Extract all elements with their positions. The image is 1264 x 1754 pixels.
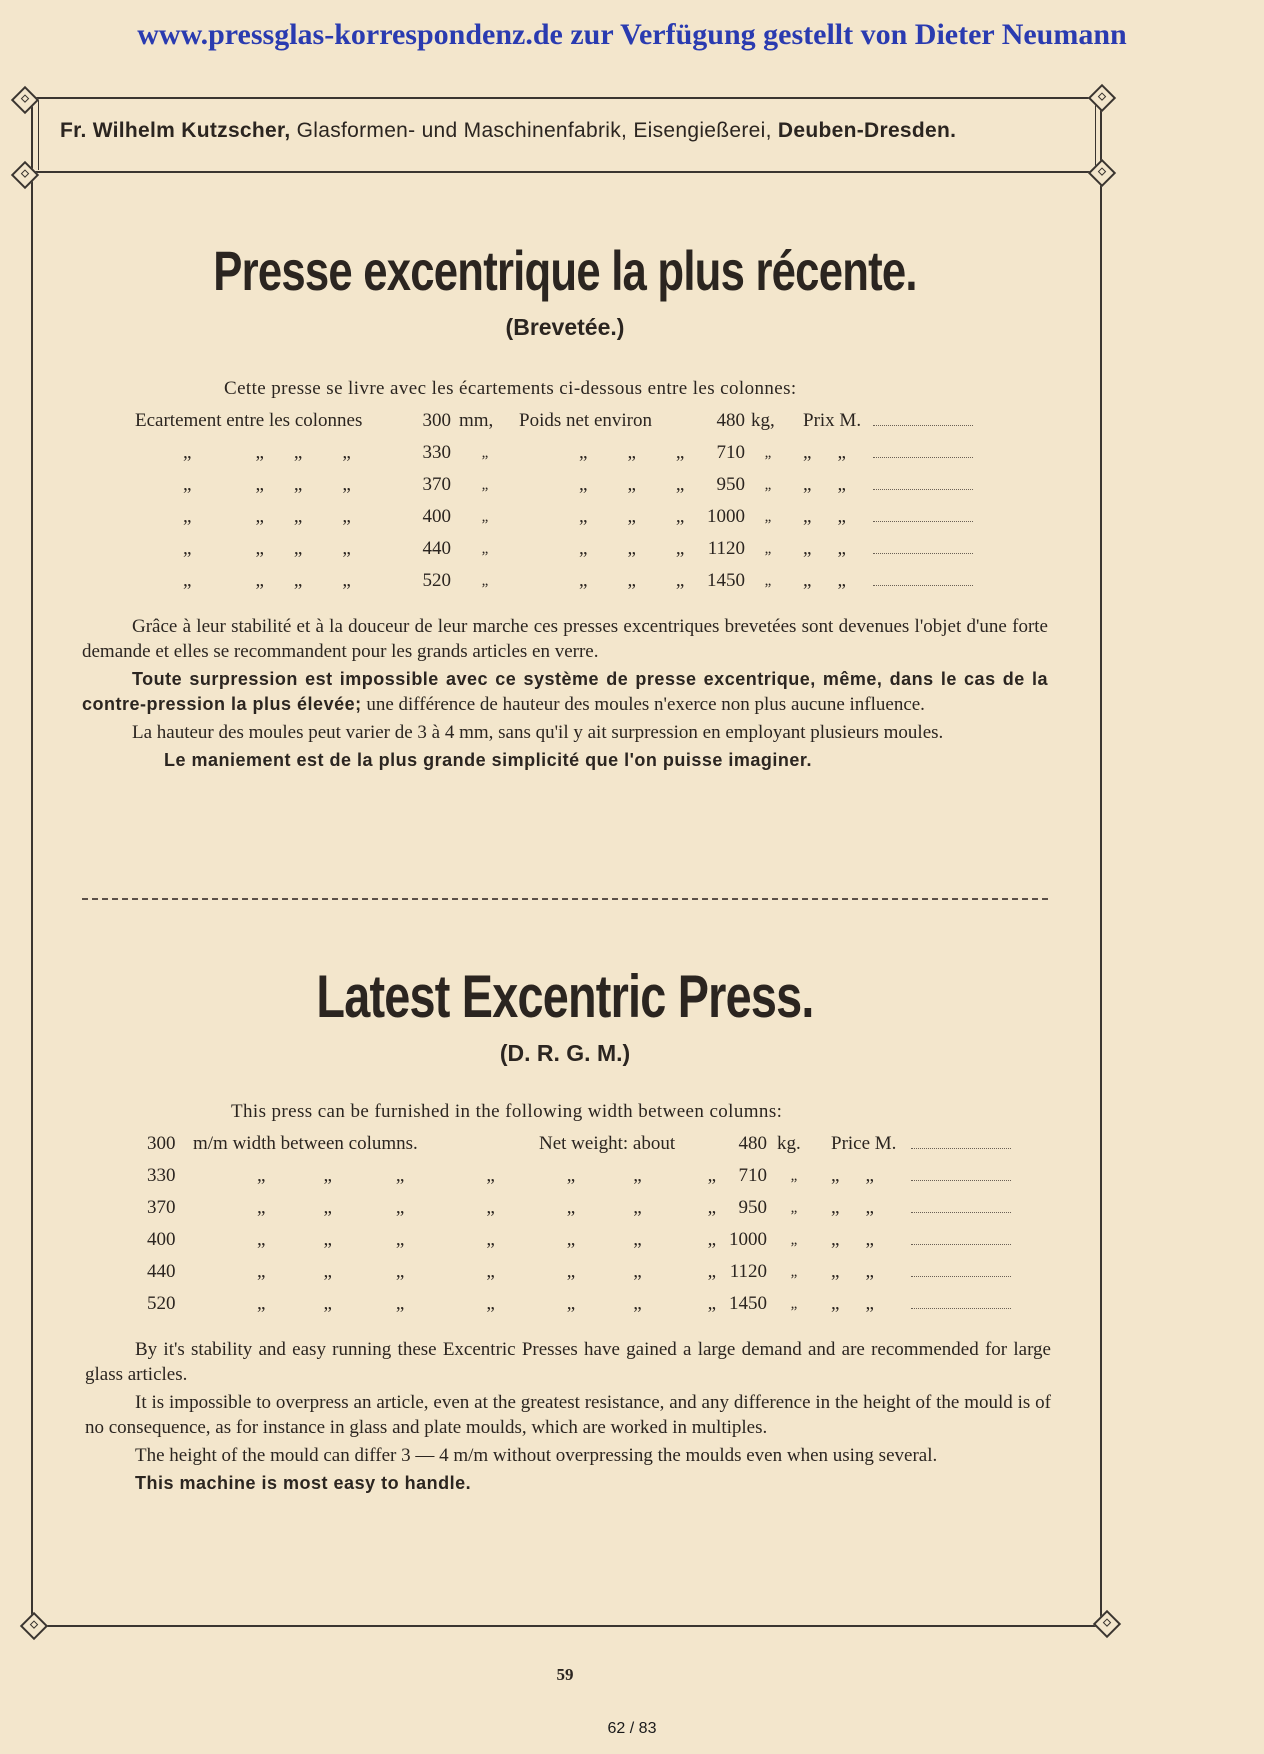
ditto-mark: „ <box>790 1231 798 1248</box>
width-value: 330 <box>147 1165 176 1186</box>
paragraph <box>82 667 1048 717</box>
ditto-mark: „ <box>481 476 489 493</box>
company-name: Fr. Wilhelm Kutzscher, <box>60 119 291 142</box>
width-value: 400 <box>147 1229 176 1250</box>
ditto-mark: „ <box>764 508 772 525</box>
width-unit: mm, <box>459 410 494 431</box>
ditto-marks: „ „ „ „ <box>183 442 351 463</box>
frame-left-inner-line <box>38 100 39 170</box>
weight-value: 1450 <box>729 1293 767 1314</box>
english-subtitle: (D. R. G. M.) <box>499 1040 631 1066</box>
ditto-mark: „ <box>481 572 489 589</box>
width-value: 300 <box>422 410 451 431</box>
ditto-marks: „ „ <box>803 570 846 591</box>
price-label: Price M. <box>831 1133 897 1154</box>
table-row <box>147 1192 1011 1224</box>
weight-unit: kg. <box>777 1133 801 1154</box>
price-dots <box>911 1128 1011 1160</box>
price-dots <box>873 437 973 469</box>
ditto-marks: „ „ <box>831 1261 874 1282</box>
price-dots <box>911 1288 1011 1320</box>
ditto-marks: „ „ „ „ „ „ „ <box>257 1197 717 1218</box>
ditto-mark: „ <box>481 508 489 525</box>
width-value: 520 <box>422 570 451 591</box>
watermark: www.pressglas-korrespondenz.de zur Verfügung gestellt von Dieter Neumann <box>137 18 1127 51</box>
weight-value: 1000 <box>729 1229 767 1250</box>
ditto-mark: „ <box>790 1199 798 1216</box>
corner-ornament-icon <box>11 161 39 189</box>
french-subtitle: (Brevetée.) <box>505 314 625 340</box>
ditto-marks: „ „ <box>831 1197 874 1218</box>
paragraph: La hauteur des moules peut varier de 3 à 4 mm, sans qu'il y ait surpression en employant plusieurs moules. <box>132 722 944 743</box>
table-row <box>147 1224 1011 1256</box>
table-row <box>135 533 973 565</box>
frame-bottom-line <box>33 1625 1105 1627</box>
paragraph <box>85 1471 1051 1496</box>
ditto-mark: „ <box>764 444 772 461</box>
weight-value: 1120 <box>729 1261 767 1282</box>
weight-value: 1000 <box>707 506 745 527</box>
width-value: 370 <box>422 474 451 495</box>
weight-label: Net weight: about <box>539 1133 676 1154</box>
company-description: Glasformen- und Maschinenfabrik, Eisengießerei, <box>296 119 772 142</box>
ditto-mark: „ <box>790 1263 798 1280</box>
ditto-marks: „ „ „ „ „ „ „ <box>257 1261 717 1282</box>
table-row <box>135 501 973 533</box>
price-dots <box>873 501 973 533</box>
ditto-marks: „ „ „ „ „ „ „ <box>257 1229 717 1250</box>
first-row-label: m/m width between columns. <box>193 1133 418 1154</box>
price-dots <box>911 1256 1011 1288</box>
ditto-marks: „ „ „ <box>579 442 685 463</box>
width-value: 330 <box>422 442 451 463</box>
ditto-mark: „ <box>764 572 772 589</box>
ditto-marks: „ „ <box>803 506 846 527</box>
weight-value: 710 <box>738 1165 767 1186</box>
frame-right-inner-line <box>1095 100 1096 170</box>
ditto-marks: „ „ <box>831 1165 874 1186</box>
ditto-marks: „ „ „ <box>579 474 685 495</box>
price-dots <box>911 1192 1011 1224</box>
table-row <box>147 1128 1011 1160</box>
weight-value: 710 <box>716 442 745 463</box>
page-counter: 62 / 83 <box>607 1720 657 1737</box>
ditto-mark: „ <box>790 1295 798 1312</box>
table-row <box>147 1256 1011 1288</box>
frame-top-line <box>24 97 1100 99</box>
ditto-mark: „ <box>790 1167 798 1184</box>
price-dots <box>911 1224 1011 1256</box>
weight-value: 950 <box>716 474 745 495</box>
weight-value: 950 <box>738 1197 767 1218</box>
table-row <box>135 469 973 501</box>
weight-value: 480 <box>738 1133 767 1154</box>
french-title: Presse excentrique la plus récente. <box>213 239 917 302</box>
paragraph <box>82 748 1048 773</box>
weight-value: 1450 <box>707 570 745 591</box>
width-value: 440 <box>147 1261 176 1282</box>
french-intro: Cette presse se livre avec les écartements ci-dessous entre les colonnes: <box>224 378 797 399</box>
price-dots <box>873 533 973 565</box>
ditto-mark: „ <box>764 476 772 493</box>
price-dots <box>911 1160 1011 1192</box>
ditto-mark: „ <box>481 540 489 557</box>
ditto-marks: „ „ <box>831 1293 874 1314</box>
french-spec-table <box>135 405 973 597</box>
paragraph-rest: une différence de hauteur des moules n'exerce non plus aucune influence. <box>361 694 925 715</box>
ditto-marks: „ „ <box>803 474 846 495</box>
ditto-marks: „ „ „ „ „ „ „ <box>257 1293 717 1314</box>
english-spec-table <box>147 1128 1011 1320</box>
paragraph: It is impossible to overpress an article, even at the greatest resistance, and any difference in the height of the mould is of no consequence, as for instance in glass and plate moulds, which are worked in multiples. <box>85 1392 1051 1438</box>
first-row-label: Ecartement entre les colonnes <box>135 410 363 431</box>
table-row <box>135 405 973 437</box>
price-dots <box>873 405 973 437</box>
english-title: Latest Excentric Press. <box>316 963 814 1030</box>
width-value: 520 <box>147 1293 176 1314</box>
ditto-marks: „ „ „ „ <box>183 474 351 495</box>
width-value: 400 <box>422 506 451 527</box>
paragraph: By it's stability and easy running these Excentric Presses have gained a large demand and are recommended for large glass articles. <box>85 1339 1051 1385</box>
table-row <box>147 1288 1011 1320</box>
weight-unit: kg, <box>751 410 775 431</box>
english-body <box>85 1337 1051 1496</box>
french-body <box>82 614 1048 773</box>
ditto-marks: „ „ „ „ „ „ „ <box>257 1165 717 1186</box>
ditto-mark: „ <box>481 444 489 461</box>
section-divider <box>82 898 1048 900</box>
weight-value: 1120 <box>707 538 745 559</box>
table-row <box>147 1160 1011 1192</box>
corner-ornament-icon <box>20 1612 48 1640</box>
ditto-marks: „ „ „ <box>579 570 685 591</box>
ditto-marks: „ „ „ „ <box>183 506 351 527</box>
weight-value: 480 <box>716 410 745 431</box>
company-header <box>60 119 1070 143</box>
corner-ornament-icon <box>11 86 39 114</box>
paragraph-bold: Toute surpression est impossible avec ce système de presse excentrique, même, dans le cas de la contre-pression la plus élevée; <box>82 669 1048 714</box>
price-label: Prix M. <box>803 410 862 431</box>
ditto-marks: „ „ <box>803 442 846 463</box>
table-row <box>135 437 973 469</box>
paragraph-bold: This machine is most easy to handle. <box>135 1473 472 1493</box>
weight-label: Poids net environ <box>519 410 652 431</box>
ditto-marks: „ „ „ <box>579 506 685 527</box>
page-number: 59 <box>556 1665 574 1684</box>
price-dots <box>873 469 973 501</box>
width-value: 300 <box>147 1133 176 1154</box>
width-value: 440 <box>422 538 451 559</box>
ditto-marks: „ „ <box>803 538 846 559</box>
paragraph: The height of the mould can differ 3 — 4 m/m without overpressing the moulds even when using several. <box>135 1445 938 1466</box>
ditto-marks: „ „ <box>831 1229 874 1250</box>
width-value: 370 <box>147 1197 176 1218</box>
price-dots <box>873 565 973 597</box>
ditto-marks: „ „ „ „ <box>183 570 351 591</box>
corner-ornament-icon <box>1088 159 1116 187</box>
frame-header-bottom-line <box>24 171 1100 173</box>
paragraph-bold: Le maniement est de la plus grande simplicité que l'on puisse imaginer. <box>164 750 812 770</box>
corner-ornament-icon <box>1088 84 1116 112</box>
ditto-marks: „ „ „ <box>579 538 685 559</box>
table-row <box>135 565 973 597</box>
ditto-mark: „ <box>764 540 772 557</box>
ditto-marks: „ „ „ „ <box>183 538 351 559</box>
english-intro: This press can be furnished in the following width between columns: <box>231 1101 783 1122</box>
company-location: Deuben-Dresden. <box>777 119 957 142</box>
paragraph: Grâce à leur stabilité et à la douceur de leur marche ces presses excentriques brevetées sont devenues l'objet d'une forte demande et elles se recommandent pour les grands articles en verre. <box>82 616 1048 662</box>
corner-ornament-icon <box>1093 1610 1121 1638</box>
